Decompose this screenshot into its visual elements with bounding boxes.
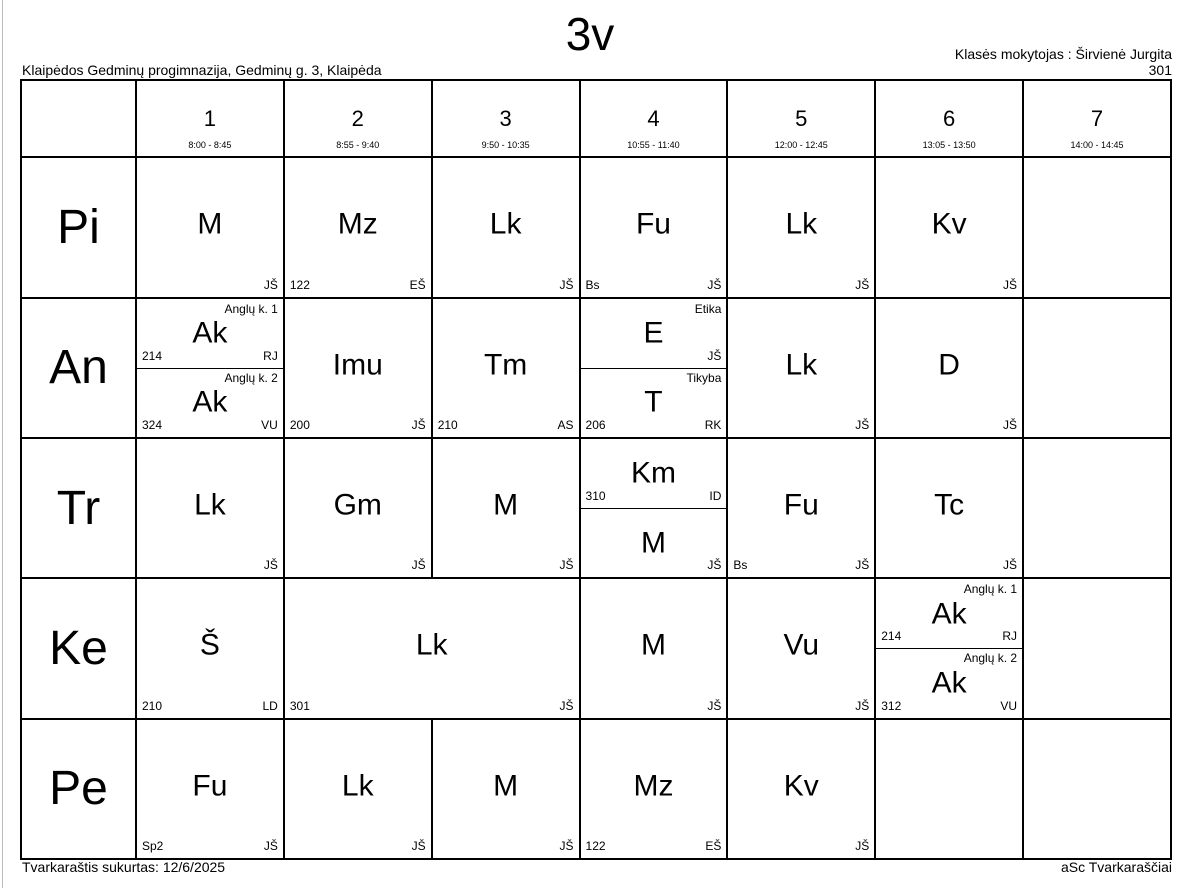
lesson-cell-inner <box>285 299 431 437</box>
lesson-cell-inner <box>876 720 1022 858</box>
lesson-subject: Tm <box>483 347 528 381</box>
lesson-teacher: JŠ <box>411 839 426 853</box>
lesson-cell-inner <box>581 158 727 296</box>
lesson-subject: Lk <box>415 628 448 662</box>
lesson-subject: M <box>640 628 666 662</box>
lesson-subject: Ak <box>931 666 967 700</box>
lesson-teacher: JŠ <box>707 277 722 292</box>
school-address: Klaipėdos Gedminų progimnazija, Gedminų g. 3, Klaipėda <box>22 62 382 78</box>
lesson-room: Bs <box>733 558 748 573</box>
lesson-cell[interactable] <box>432 438 580 578</box>
home-room: 301 <box>1148 62 1172 78</box>
lesson-cell[interactable] <box>580 157 728 297</box>
lesson-subject: Gm <box>333 488 382 522</box>
lesson-room: 210 <box>142 698 163 713</box>
lesson-room: 214 <box>881 629 902 644</box>
lesson-cell-inner <box>1024 439 1170 577</box>
lesson-cell-inner <box>285 720 431 858</box>
lesson-subject: Lk <box>489 207 522 241</box>
lesson-teacher: LD <box>262 698 278 713</box>
period-time: 13:05 - 13:50 <box>922 140 976 150</box>
lesson-cell[interactable] <box>1023 438 1171 578</box>
lesson-cell[interactable] <box>136 157 284 297</box>
lesson-cell[interactable] <box>875 157 1023 297</box>
lesson-teacher: RK <box>704 417 722 432</box>
lesson-subject: Mz <box>337 207 378 241</box>
lesson-cell-inner <box>728 579 874 717</box>
lesson-subject: Lk <box>785 207 818 241</box>
lesson-teacher: JŠ <box>263 277 278 292</box>
lesson-cell-inner <box>876 439 1022 577</box>
lesson-cell[interactable] <box>136 298 284 438</box>
lesson-cell-inner <box>581 299 727 437</box>
lesson-teacher: EŠ <box>705 839 722 853</box>
group-label: Anglų k. 1 <box>224 301 278 316</box>
lesson-cell-inner <box>433 299 579 437</box>
period-time: 9:50 - 10:35 <box>481 140 530 150</box>
lesson-teacher: ID <box>709 489 722 504</box>
group-label: Etika <box>694 301 722 316</box>
lesson-room: 301 <box>289 698 310 713</box>
lesson-cell[interactable] <box>727 719 875 859</box>
group-label: Anglų k. 1 <box>963 582 1018 597</box>
lesson-cell-inner <box>137 720 283 858</box>
day-label-ke: Ke <box>21 578 136 718</box>
lesson-teacher: JŠ <box>559 277 574 292</box>
period-number: 4 <box>647 106 660 131</box>
lesson-subject: Lk <box>341 769 374 803</box>
group-label: Anglų k. 2 <box>963 651 1018 666</box>
page-edge-line <box>2 0 3 888</box>
lesson-cell-inner <box>285 439 431 577</box>
lesson-subject: M <box>493 488 519 522</box>
lesson-room: 214 <box>142 348 163 363</box>
lesson-room: Sp2 <box>142 839 164 853</box>
lesson-subject: Š <box>199 628 220 662</box>
lesson-room: 310 <box>585 489 606 504</box>
lesson-cell-inner <box>1024 299 1170 437</box>
lesson-cell[interactable] <box>580 438 728 578</box>
lesson-cell[interactable] <box>580 298 728 438</box>
group-lesson <box>137 299 283 369</box>
lesson-teacher: JŠ <box>855 417 870 432</box>
lesson-room: Bs <box>585 277 600 292</box>
lesson-room: 210 <box>437 417 458 432</box>
lesson-subject: M <box>640 526 666 560</box>
period-number: 3 <box>499 106 512 131</box>
lesson-cell[interactable] <box>1023 298 1171 438</box>
lesson-cell-inner <box>433 158 579 296</box>
lesson-cell[interactable] <box>432 298 580 438</box>
lesson-cell[interactable] <box>136 719 284 859</box>
lesson-room: 122 <box>289 277 310 292</box>
group-lesson <box>581 508 727 577</box>
lesson-subject: Ak <box>192 385 228 419</box>
period-number: 7 <box>1090 106 1104 131</box>
period-time: 10:55 - 11:40 <box>627 140 680 150</box>
lesson-cell[interactable] <box>284 578 580 718</box>
lesson-cell[interactable] <box>136 578 284 718</box>
lesson-teacher: RJ <box>263 348 278 363</box>
lesson-cell[interactable] <box>875 298 1023 438</box>
lesson-subject: Vu <box>783 628 820 662</box>
grid-corner <box>21 80 136 157</box>
lesson-subject: Fu <box>635 207 671 241</box>
lesson-cell-inner <box>876 299 1022 437</box>
created-date: Tvarkaraštis sukurtas: 12/6/2025 <box>22 859 226 875</box>
lesson-room: 200 <box>289 417 310 432</box>
lesson-teacher: JŠ <box>263 558 278 573</box>
lesson-teacher: VU <box>261 417 278 432</box>
software-credit: aSc Tvarkaraščiai <box>1060 859 1172 875</box>
lesson-cell[interactable] <box>284 438 432 578</box>
lesson-cell-inner <box>728 299 874 437</box>
lesson-subject: T <box>644 385 663 419</box>
lesson-teacher: JŠ <box>707 348 722 363</box>
lesson-cell[interactable] <box>580 578 728 718</box>
group-lesson <box>581 299 727 369</box>
day-label-pi: Pi <box>21 157 136 297</box>
lesson-subject: Kv <box>783 769 819 803</box>
lesson-cell[interactable] <box>580 719 728 859</box>
period-header-1 <box>136 80 284 157</box>
lesson-subject: Km <box>630 457 676 491</box>
day-label-an: An <box>21 298 136 438</box>
period-time: 14:00 - 14:45 <box>1070 140 1124 150</box>
lesson-cell-inner <box>876 579 1022 717</box>
lesson-teacher: JŠ <box>559 839 574 853</box>
period-header-3 <box>432 80 580 157</box>
lesson-subject: M <box>197 207 223 241</box>
lesson-teacher: EŠ <box>409 277 426 292</box>
lesson-teacher: RJ <box>1002 629 1018 644</box>
lesson-cell[interactable] <box>1023 157 1171 297</box>
lesson-room: 206 <box>585 417 606 432</box>
lesson-subject: E <box>643 316 664 350</box>
group-label: Anglų k. 2 <box>224 370 278 385</box>
class-teacher: Klasės mokytojas : Širvienė Jurgita <box>954 46 1172 62</box>
lesson-teacher: AS <box>557 417 574 432</box>
group-lesson <box>876 579 1022 649</box>
period-header-6 <box>875 80 1023 157</box>
lesson-teacher: JŠ <box>855 839 870 853</box>
lesson-cell[interactable] <box>1023 719 1171 859</box>
lesson-teacher: JŠ <box>411 417 426 432</box>
period-header-5 <box>727 80 875 157</box>
period-number: 2 <box>351 106 364 131</box>
lesson-subject: Imu <box>332 347 383 381</box>
lesson-cell[interactable] <box>1023 578 1171 718</box>
day-label-pe: Pe <box>21 719 136 859</box>
lesson-subject: Fu <box>192 769 228 803</box>
group-label: Tikyba <box>686 370 722 385</box>
lesson-cell[interactable] <box>284 719 432 859</box>
group-lesson <box>137 368 283 437</box>
lesson-subject: Lk <box>785 347 818 381</box>
period-time: 8:00 - 8:45 <box>188 140 232 150</box>
lesson-subject: M <box>493 769 519 803</box>
lesson-subject: Ak <box>931 597 967 631</box>
lesson-cell-inner <box>728 720 874 858</box>
lesson-cell[interactable] <box>875 719 1023 859</box>
lesson-cell-inner <box>137 439 283 577</box>
lesson-cell[interactable] <box>284 157 432 297</box>
lesson-teacher: JŠ <box>855 558 870 573</box>
period-header-2 <box>284 80 432 157</box>
group-lesson <box>876 648 1022 717</box>
lesson-teacher: JŠ <box>707 698 722 713</box>
period-time: 8:55 - 9:40 <box>336 140 380 150</box>
timetable-grid <box>20 79 1172 860</box>
lesson-cell-inner <box>137 299 283 437</box>
lesson-cell-inner <box>433 439 579 577</box>
lesson-cell-inner <box>137 579 283 717</box>
lesson-teacher: JŠ <box>263 839 278 853</box>
lesson-subject: Lk <box>194 488 226 522</box>
page-title: 3v <box>565 8 615 60</box>
lesson-cell-inner <box>1024 158 1170 296</box>
lesson-cell-inner <box>1024 579 1170 717</box>
period-header-7 <box>1023 80 1171 157</box>
lesson-teacher: JŠ <box>855 698 870 713</box>
lesson-cell-inner <box>581 439 727 577</box>
lesson-cell-inner <box>1024 720 1170 858</box>
lesson-cell[interactable] <box>136 438 284 578</box>
lesson-room: 312 <box>881 698 902 713</box>
lesson-subject: D <box>938 347 960 381</box>
lesson-cell[interactable] <box>875 438 1023 578</box>
lesson-teacher: JŠ <box>1003 277 1018 292</box>
lesson-cell[interactable] <box>727 157 875 297</box>
lesson-cell-inner <box>285 579 579 717</box>
period-number: 6 <box>943 106 956 131</box>
period-number: 5 <box>795 106 808 131</box>
lesson-subject: Mz <box>633 769 674 803</box>
lesson-teacher: VU <box>1000 698 1018 713</box>
lesson-cell-inner <box>581 579 727 717</box>
lesson-cell-inner <box>433 720 579 858</box>
lesson-cell-inner <box>581 720 727 858</box>
lesson-teacher: JŠ <box>559 698 574 713</box>
lesson-cell[interactable] <box>727 298 875 438</box>
lesson-cell-inner <box>137 158 283 296</box>
lesson-cell-inner <box>728 158 874 296</box>
lesson-teacher: JŠ <box>1003 417 1018 432</box>
lesson-cell[interactable] <box>432 719 580 859</box>
group-lesson <box>581 439 727 509</box>
period-number: 1 <box>203 106 217 131</box>
lesson-cell[interactable] <box>432 157 580 297</box>
period-header-4 <box>580 80 728 157</box>
lesson-teacher: JŠ <box>1003 558 1018 573</box>
lesson-subject: Ak <box>192 316 228 350</box>
lesson-teacher: JŠ <box>559 558 574 573</box>
lesson-room: 324 <box>142 417 163 432</box>
lesson-room: 122 <box>585 839 606 853</box>
group-lesson <box>581 368 727 437</box>
lesson-teacher: JŠ <box>855 277 870 292</box>
lesson-cell[interactable] <box>284 298 432 438</box>
day-label-tr: Tr <box>21 438 136 578</box>
lesson-cell[interactable] <box>875 578 1023 718</box>
lesson-subject: Fu <box>783 488 819 522</box>
period-time: 12:00 - 12:45 <box>774 140 828 150</box>
lesson-cell-inner <box>876 158 1022 296</box>
lesson-teacher: JŠ <box>411 558 426 573</box>
lesson-cell[interactable] <box>727 438 875 578</box>
lesson-cell-inner <box>285 158 431 296</box>
lesson-subject: Tc <box>934 488 965 522</box>
lesson-subject: Kv <box>931 207 967 241</box>
lesson-teacher: JŠ <box>707 558 722 573</box>
lesson-cell-inner <box>728 439 874 577</box>
lesson-cell[interactable] <box>727 578 875 718</box>
